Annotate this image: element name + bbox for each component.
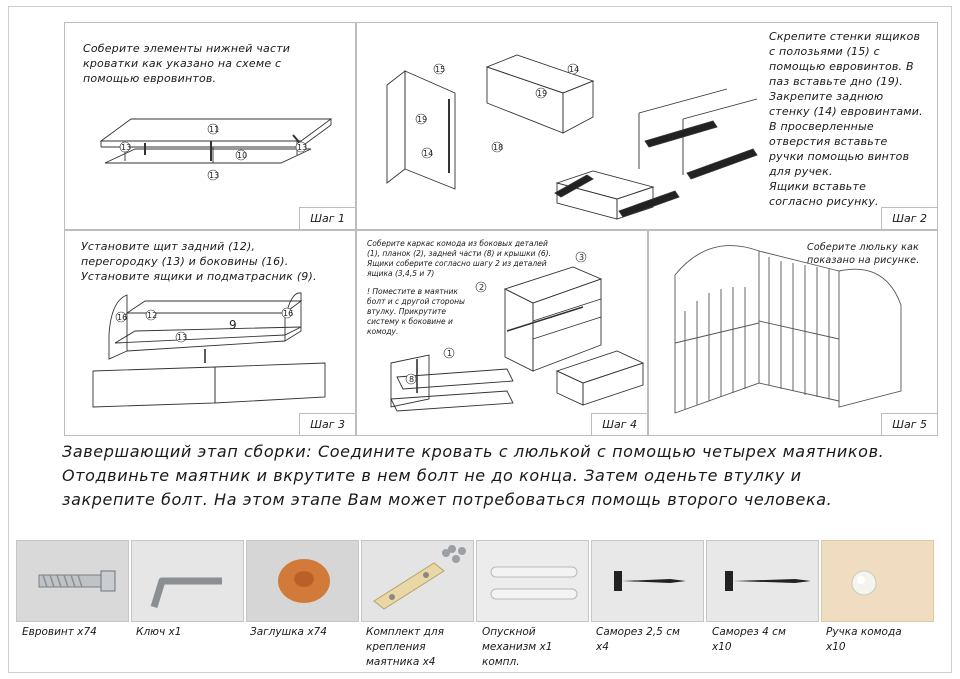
final-step-text: Завершающий этап сборки: Соедините кровать с люлькой с помощью четырех маятников. Отодвиньте маятник и вкрутите в нем болт не до конца. Затем оденьте втулку и закрепите болт. На этом этапе Вам может потребоваться помощь второго человека. <box>62 442 885 509</box>
callout-15: 15 <box>435 65 446 74</box>
step-3-text: Установите щит задний (12), перегородку (13) и боковины (16). Установите ящики и подматрасник (9). <box>81 240 317 283</box>
callout-19a: 19 <box>417 115 428 124</box>
part-photo-long-screw <box>706 540 819 622</box>
part-photo-lowering-mechanism <box>476 540 589 622</box>
lowering-mechanism-icon <box>477 541 589 622</box>
hex-key-icon <box>132 541 244 622</box>
step-4-diagram <box>357 231 648 436</box>
short-screw-icon <box>592 541 704 622</box>
pendulum-kit-icon <box>362 541 474 622</box>
long-screw-icon <box>707 541 819 622</box>
step-4-panel <box>356 230 648 436</box>
step-5-panel <box>648 230 938 436</box>
callout-16b: 16 <box>283 309 294 318</box>
part-photo-short-screw <box>591 540 704 622</box>
part-label-lowering-mechanism: Опускной механизм х1 компл. <box>482 626 553 668</box>
step-4-label: Шаг 4 <box>591 413 647 435</box>
callout-9: 9 <box>229 318 237 332</box>
step-1-text: Соберите элементы нижней части кроватки как указано на схеме с помощью евровинтов. <box>83 42 291 85</box>
callout-8: 8 <box>409 375 415 384</box>
step-5-label: Шаг 5 <box>881 413 937 435</box>
part-label-euroscrew: Евровинт х74 <box>22 626 97 638</box>
callout-13a: 13 <box>121 143 132 152</box>
part-label-long-screw: Саморез 4 см х10 <box>712 626 786 653</box>
part-label-pendulum-kit: Комплект для крепления маятника х4 <box>366 626 444 668</box>
callout-1: 1 <box>447 349 453 358</box>
part-photo-hex-key <box>131 540 244 622</box>
part-photo-knob <box>821 540 934 622</box>
callout-2: 2 <box>479 283 485 292</box>
step-3-diagram <box>65 231 356 436</box>
parts-list <box>16 540 932 668</box>
step-2-text: Скрепите стенки ящиков с полозьями (15) с помощью евровинтов. В паз вставьте дно (19). Закрепите заднюю стенку (14) евровинтами. В просверленные отверстия вставьте ручки помощью винтов для ручек. Ящики вставьте согласно рисунку. <box>769 30 923 208</box>
callout-10: 10 <box>237 151 248 160</box>
callout-3: 3 <box>579 253 585 262</box>
callout-16a: 16 <box>117 313 128 322</box>
callout-19b: 19 <box>537 89 548 98</box>
step-2-panel <box>356 22 938 230</box>
part-photo-euroscrew <box>16 540 129 622</box>
step-4-text: Соберите каркас комода из боковых деталей (1), планок (2), задней части (8) и крышки (6). Ящики соберите согласно шагу 2 из деталей ящика (3,4,5 и 7) <box>367 239 551 278</box>
callout-14b: 14 <box>569 65 580 74</box>
part-label-cap: Заглушка х74 <box>250 626 327 638</box>
callout-13b: 13 <box>297 143 308 152</box>
cap-icon <box>247 541 359 622</box>
step-3-panel <box>64 230 356 436</box>
callout-12: 12 <box>147 311 158 320</box>
part-photo-pendulum-kit <box>361 540 474 622</box>
callout-14a: 14 <box>423 149 434 158</box>
step-1-label: Шаг 1 <box>299 207 355 229</box>
callout-13: 13 <box>177 333 188 342</box>
step-1-diagram <box>65 23 356 230</box>
step-3-label: Шаг 3 <box>299 413 355 435</box>
step-5-text: Соберите люльку как показано на рисунке. <box>807 242 920 266</box>
step-1-panel <box>64 22 356 230</box>
callout-13c: 13 <box>209 171 220 180</box>
part-label-short-screw: Саморез 2,5 см х4 <box>596 626 680 653</box>
step-2-label: Шаг 2 <box>881 207 937 229</box>
callout-18: 18 <box>493 143 504 152</box>
euroscrew-icon <box>17 541 129 622</box>
step-4-note: ! Поместите в маятник болт и с другой стороны втулку. Прикрутите систему к боковине и комоду. <box>367 287 465 336</box>
part-label-knob: Ручка комода х10 <box>826 626 902 653</box>
callout-11: 11 <box>209 125 220 134</box>
part-photo-cap <box>246 540 359 622</box>
knob-icon <box>822 541 934 622</box>
part-label-hex-key: Ключ х1 <box>136 626 182 638</box>
